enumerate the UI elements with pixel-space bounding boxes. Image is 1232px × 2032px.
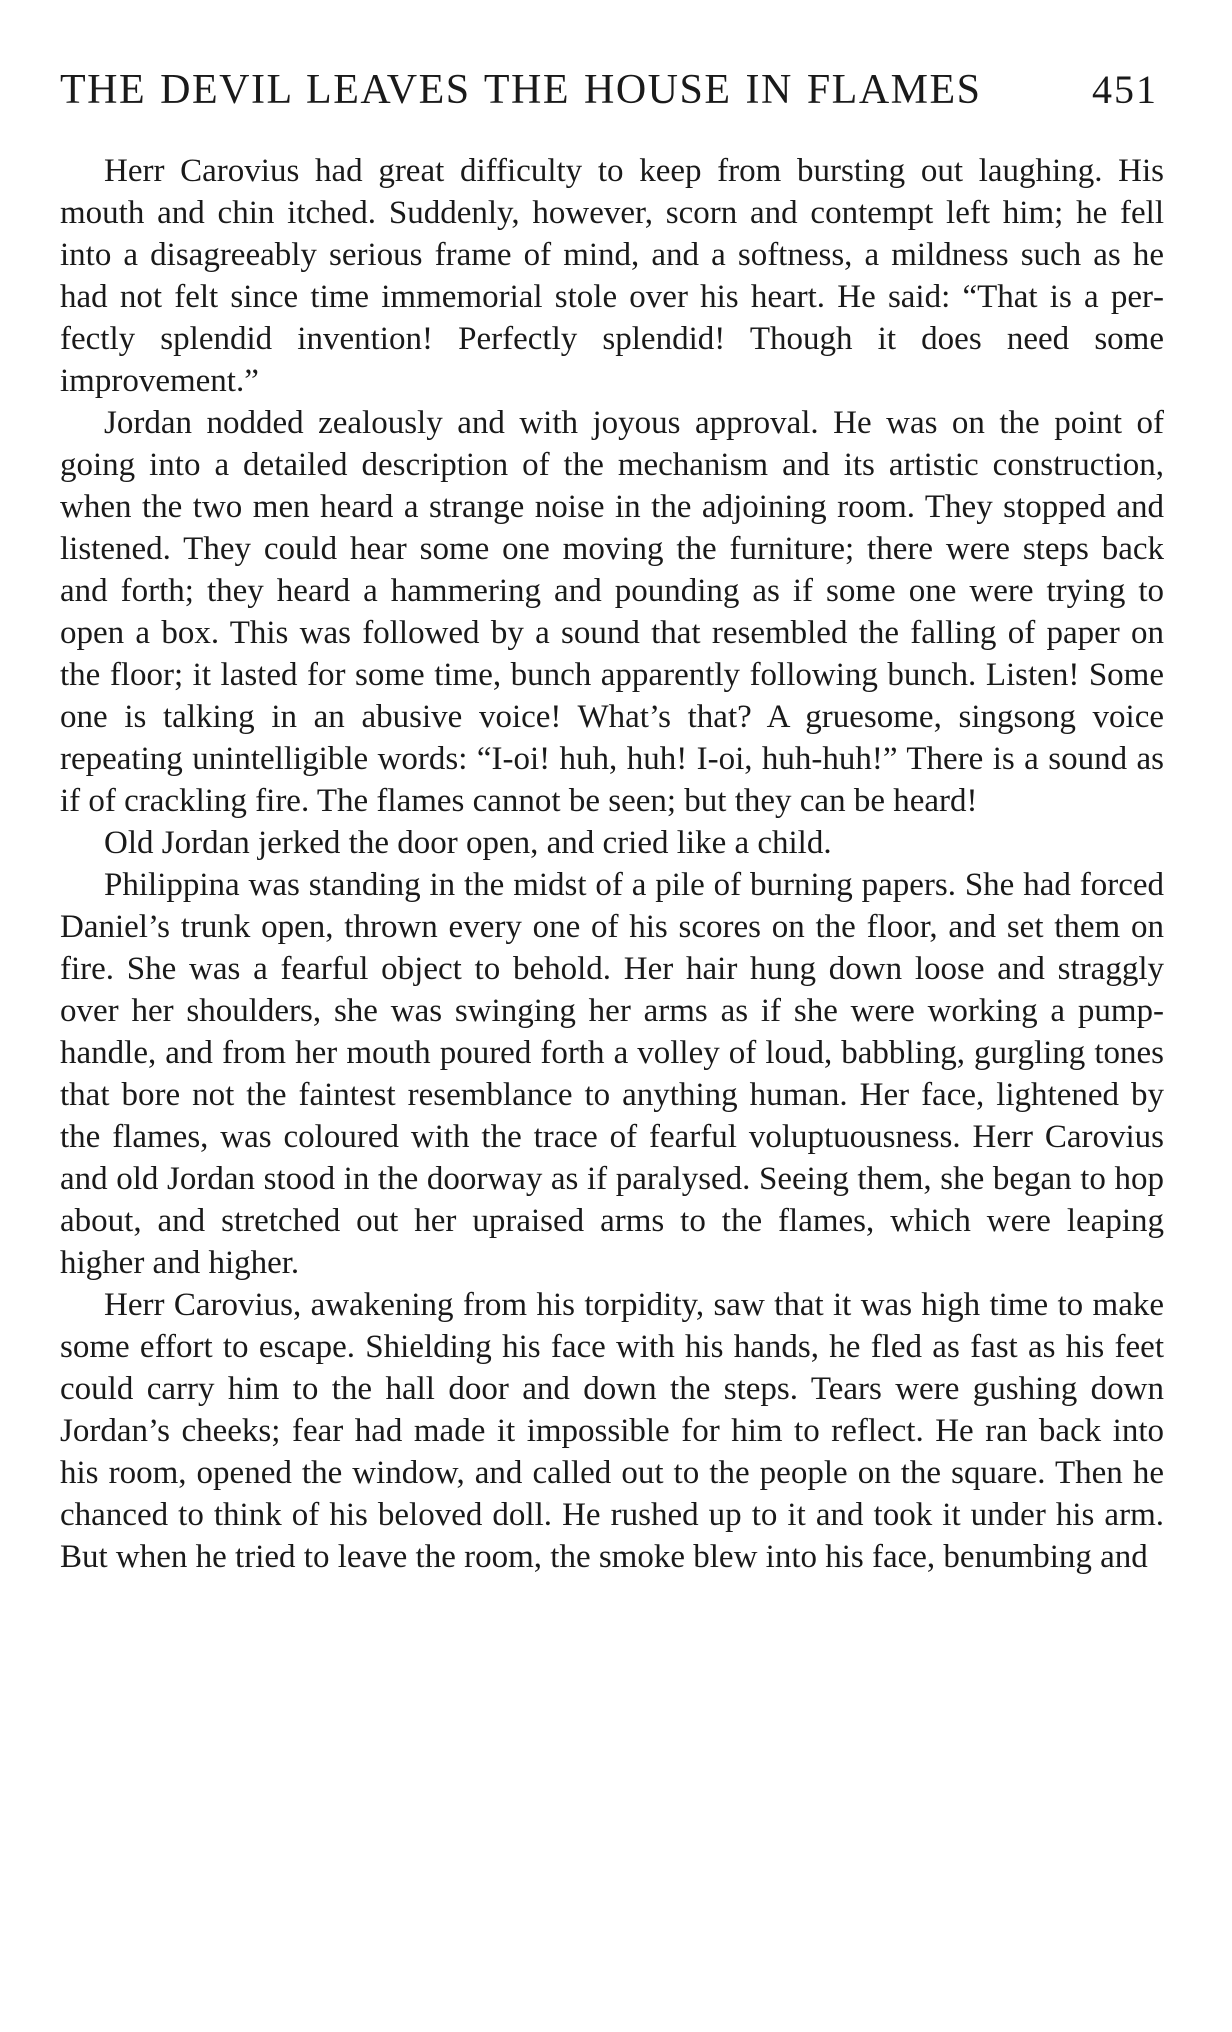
paragraph-5: Herr Carovius, awakening from his torpidity, saw that it was high time to make some effort to escape. Shielding his face with his hands, he fled as fast as his feet could carry him to the hall door and down the steps. Tears were gushing down Jordan’s cheeks; fear had made it impossible for him to reflect. He ran back into his room, opened the window, and called out to the people on the square. Then he chanced to think of his beloved doll. He rushed up to it and took it under his arm. But when he tried to leave the room, the smoke blew into his face, benumbing and bbox=[60, 1287, 1164, 1575]
page-number: 451 bbox=[1092, 67, 1158, 112]
book-page bbox=[60, 66, 1164, 1578]
running-head bbox=[60, 66, 1164, 130]
running-title: THE DEVIL LEAVES THE HOUSE IN FLAMES bbox=[60, 67, 982, 113]
paragraph-1: Herr Carovius had great difficulty to keep from bursting out laughing. His mouth and chin itched. Suddenly, however, scorn and contempt left him; he fell into a disagreeably serious frame of mind, and a softness, a mildness such as he had not felt since time immemorial stole over his heart. He said: “That is a perfectly splendid invention! Perfectly splendid! Though it does need some improvement.” bbox=[60, 153, 1164, 399]
paragraph-4: Philippina was standing in the midst of a pile of burning papers. She had forced Daniel’s trunk open, thrown every one of his scores on the floor, and set them on fire. She was a fearful object to behold. Her hair hung down loose and straggly over her shoulders, she was swinging her arms as if she were working a pump-handle, and from her mouth poured forth a volley of loud, babbling, gurgling tones that bore not the faintest resemblance to anything human. Her face, lightened by the flames, was coloured with the trace of fearful voluptuousness. Herr Carovius and old Jordan stood in the doorway as if paralysed. Seeing them, she began to hop about, and stretched out her upraised arms to the flames, which were leaping higher and higher. bbox=[60, 867, 1164, 1281]
body-text bbox=[60, 150, 1164, 1578]
paragraph-2: Jordan nodded zealously and with joyous approval. He was on the point of going into a detailed description of the mechanism and its artistic construction, when the two men heard a strange noise in the adjoining room. They stopped and listened. They could hear some one moving the furniture; there were steps back and forth; they heard a hammering and pounding as if some one were trying to open a box. This was followed by a sound that resembled the falling of paper on the floor; it lasted for some time, bunch apparently following bunch. Listen! Some one is talking in an abusive voice! What’s that? A gruesome, singsong voice repeating unintelligible words: “I-oi! huh, huh! I-oi, huh-huh!” There is a sound as if of crackling fire. The flames cannot be seen; but they can be heard! bbox=[60, 405, 1164, 819]
paragraph-3: Old Jordan jerked the door open, and cried like a child. bbox=[104, 825, 832, 861]
